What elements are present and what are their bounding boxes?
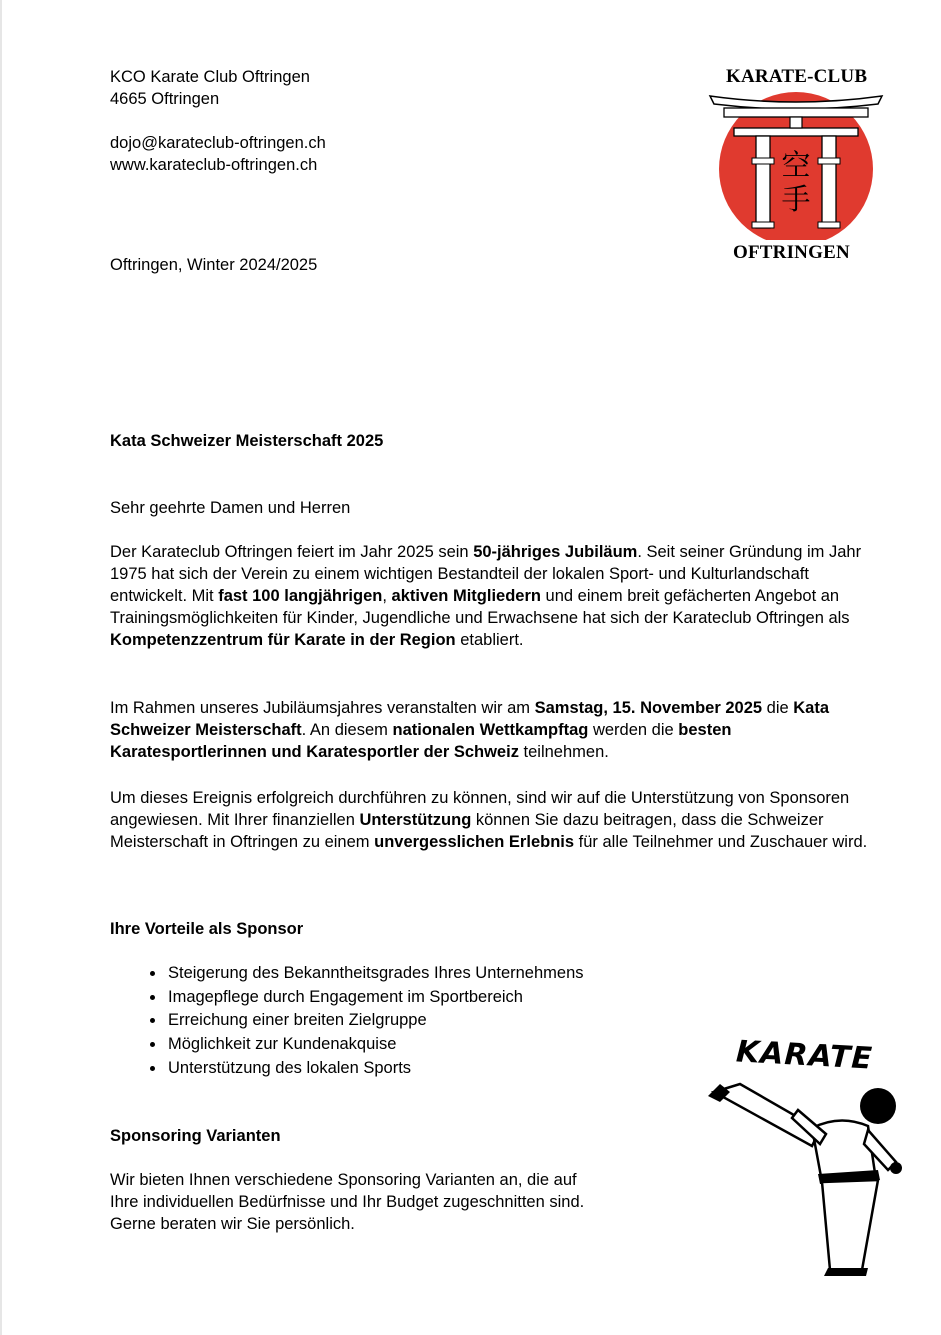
variants-text: Wir bieten Ihnen verschiedene Sponsoring Varianten an, die auf Ihre individuellen Bedürfnisse und Ihr Budget zugeschnitten sind. Gerne beraten wir Sie persönlich. (110, 1171, 585, 1233)
karateka-kick-graphic (700, 1070, 910, 1280)
club-logo (706, 62, 886, 267)
torii-gakuzuka (790, 117, 802, 128)
sender-name: KCO Karate Club Oftringen (110, 68, 310, 86)
list-item: • Möglichkeit zur Kundenakquise (166, 1033, 584, 1057)
torii-pillar-left (756, 136, 770, 228)
sender-block (110, 66, 326, 176)
logo-top-text: KARATE-CLUB (726, 66, 868, 87)
benefits-list (110, 962, 584, 1081)
list-item: • Unterstützung des lokalen Sports (166, 1057, 584, 1081)
variants-heading: Sponsoring Varianten (110, 1127, 281, 1145)
salutation: Sehr geehrte Damen und Herren (110, 499, 351, 517)
torii-nuki (734, 128, 858, 136)
torii-pillar-right (822, 136, 836, 228)
list-item: • Steigerung des Bekanntheitsgrades Ihres Unternehmens (166, 962, 584, 986)
list-item: • Erreichung einer breiten Zielgruppe (166, 1009, 584, 1033)
place-date: Oftringen, Winter 2024/2025 (110, 256, 318, 274)
karate-label: KARATE (735, 1034, 874, 1077)
kanji-karate: 空手 (781, 148, 811, 216)
logo-bottom-text: OFTRINGEN (733, 242, 850, 263)
list-item: • Imagepflege durch Engagement im Sportbereich (166, 986, 584, 1010)
page-edge (0, 0, 2, 1335)
paragraph-event: Im Rahmen unseres Jubiläumsjahres veranstalten wir am Samstag, 15. November 2025 die Kata Schweizer Meisterschaft. An diesem nationalen Wettkampftag werden die besten Karatesportlerinnen und Karatesportler der Schweiz teilnehmen. (110, 699, 830, 761)
subject-heading: Kata Schweizer Meisterschaft 2025 (110, 432, 384, 450)
sender-city: 4665 Oftringen (110, 90, 220, 108)
benefits-heading: Ihre Vorteile als Sponsor (110, 920, 304, 938)
torii-shimaki (724, 108, 868, 117)
sender-website[interactable]: www.karateclub-oftringen.ch (110, 156, 318, 174)
karate-illustration (700, 1030, 910, 1280)
paragraph-anniversary: Der Karateclub Oftringen feiert im Jahr 2025 sein 50-jähriges Jubiläum. Seit seiner Gründung im Jahr 1975 hat sich der Verein zu einem wichtigen Bestandteil der lokalen Sport- und Kulturlandschaft entwickelt. Mit fast 100 langjährigen, aktiven Mitgliedern und einem breit gefächerten Angebot an Trainingsmöglichkeiten für Kinder, Jugendliche und Erwachsene hat sich der Karateclub Oftringen als Kompetenzzentrum für Karate in der Region etabliert. (110, 543, 862, 649)
sender-email[interactable]: dojo@karateclub-oftringen.ch (110, 134, 326, 152)
paragraph-sponsoring: Um dieses Ereignis erfolgreich durchführen zu können, sind wir auf die Unterstützung von Sponsoren angewiesen. Mit Ihrer finanziellen Unterstützung können Sie dazu beitragen, dass die Schweizer Meisterschaft in Oftringen zu einem unvergesslichen Erlebnis für alle Teilnehmer und Zuschauer wird. (110, 789, 868, 851)
